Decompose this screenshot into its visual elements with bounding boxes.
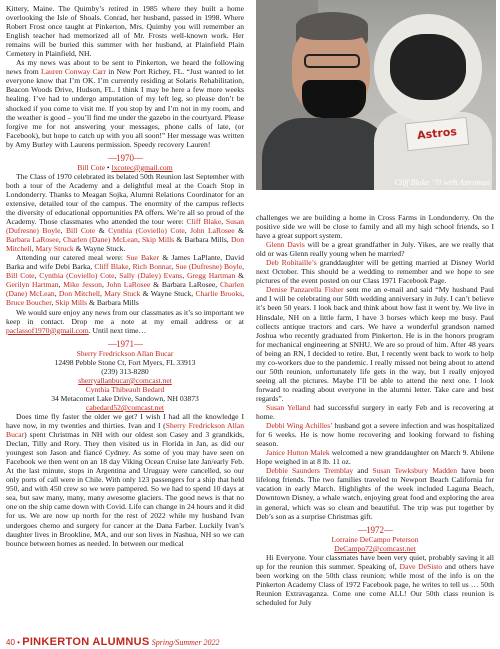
text-run: in New Port Richey, FL. “Just wanted to let everyone know that I’m OK. I’m currently residing at Solaris Rehabilitation, Beacon Woods Drive, Hudson, FL. I think I may be here a few more weeks healing. I’ve had to undergo amputation of my left leg, so please don’t be shocked if you come to visit me. If you stop by and I’m not in my room, and the weather is good – you’ll find me under the gazebo in the courtyard. Please forgive me for not answering your messages, phone calls of late, (or Facebook), but hope to catch up with you all soon!” Her message was written by Amy Burley with Laurens permission. Speedy recovery Lauren!: [6, 67, 245, 149]
publication-title: PINKERTON ALUMNUS: [22, 636, 150, 648]
classmate-name: Gregg Hartman: [186, 271, 236, 281]
issue-date: Spring/Summer 2022: [151, 638, 220, 647]
article-paragraph: [6, 308, 244, 335]
classmate-name: Cliff Blake: [186, 217, 222, 227]
text-run: ) spent Christmas in NH with our oldest son Casey and 3 grandkids, Declan, Tilly and Rory. They then visited us in Florida in Jan, as did our youngest son Jason and fiancé Cydney. As some of you may have seen on Facebook we then went on an 18 day Viking Ocean Cruise late Jan/early Feb. At the last minute, stops in Argentina and Uruguay were cancelled, so our only ports of call were in Chile. With only 123 passengers for a ship that held 950, and with 450 crew so we were pampered. So we had to spend 10 days at sea, but saw many, many, many awesome glaciers. The good news is that no one on the ship came down with Covid. Life can change in 24 hours and it did for us. We are now up north for the rest of 2022 while my husband Ivan undergoes chemo and surgery for cancer at the Dana Farber. Luckily Ivan’s daughter lives in Brookline, MA, and our son lives in Nashua, NH so we can bounce between homes as needed. In between our medical: [6, 430, 244, 548]
correspondent-address: 34 Metacomet Lake Drive, Sandown, NH 03873: [51, 393, 199, 403]
text-run: Kittery, Maine. The Quimby’s retired in 1985 where they built a home overlooking the Isle of Shoals. Conrad, her husband, passed in 1998. Where Robert Frost once taught at Pinkerton, Mrs. Quimby you will remember an English teacher had memorized all of Mr. Frosts well-known work. Her remains will be buried this summer with her husband, at Plainfield Plain Cemetery in Plainfield, NH.: [6, 4, 244, 59]
text-run: have been lifelong friends. The two families traveled to Newport Beach California for vacation in early March. Highlights of the week included Laguna Beach, Downtown Disney, a whale watch, enjoying great food and exploring the area in general, which was so clean and beautiful. The trip was put together by Deb’s son as a surprise Christmas gift.: [256, 466, 494, 521]
classmate-name: Lauren Conway Carr: [41, 67, 106, 77]
article-paragraph: [256, 213, 494, 240]
classmate-name: Glenn Davis: [266, 240, 305, 250]
classmate-name: Mike Jesson: [63, 280, 102, 290]
text-run: The Class of 1970 celebrated its belated 50th Reunion last September with both a tour of the Academy and a delightful meal at the Coach Stop in Londonderry. Thanks to Meagan Sojka, Alumni Relations Coordinator for an extensive, detailed tour of the campus. The enormity of the campus reflects the diversity of educational opportunities PA offers. We’re all so proud of the Academy. Those classmates who attended the tour were:: [6, 171, 244, 227]
classmate-name: Rich Bonnar: [132, 262, 172, 272]
text-run: ,: [114, 271, 120, 281]
classmate-name: Don Mitchell: [6, 235, 245, 254]
classmate-name: Sue (Dufresne) Boyle: [175, 262, 243, 272]
text-run: ,: [100, 289, 105, 299]
classmate-name: Bruce Boucher: [6, 298, 52, 308]
text-run: & Wayne Stuck,: [140, 289, 196, 299]
text-run: Hi Everyone. Your classmates have been very quiet, probably saving it all up for the reunion this summer. Speaking of,: [256, 552, 494, 571]
article-paragraph: [256, 421, 494, 448]
article-paragraph: [6, 58, 244, 148]
text-run: ,: [101, 280, 107, 290]
classmate-name: Charlie Brooks: [195, 289, 243, 299]
left-column: [6, 4, 244, 548]
classmate-name: Janice Hutton Malek: [266, 448, 330, 458]
classmate-name: Cynthia (Coviello) Cote: [108, 226, 185, 236]
page-number: 40: [6, 638, 15, 647]
text-run: husband got a severe infection and was hospitalized for 6 weeks. He is now home recovering and looking forward to fishing season.: [256, 421, 495, 449]
class-1971-correspondent-2: Cynthia Thibeault Bedard: [85, 384, 165, 394]
text-run: challenges we are building a home in Cross Farms in Londonderry. On the positive side we will be close to family and all my high school friends, so I have a great support system.: [256, 213, 494, 241]
text-run: We would sure enjoy any news from our classmates as it’s so important we keep in contact. Drop me a note at my email address or at: [6, 307, 244, 326]
class-1970-contact: [6, 163, 244, 172]
article-paragraph: [256, 553, 494, 607]
article-paragraph: [6, 412, 244, 548]
article-paragraph: [256, 403, 494, 421]
right-column: [256, 213, 494, 607]
text-run: and: [353, 466, 373, 476]
class-1971-correspondent-1: Sherry Fredrickson Allan Bucar: [76, 348, 174, 358]
classmate-name: Denise Panzarella Fisher: [266, 285, 344, 295]
correspondent-address: 12498 Pebble Stone Ct, Fort Myers, FL 33913: [54, 357, 196, 367]
text-run: ,: [137, 235, 142, 245]
class-1970-header: —1970—: [108, 152, 142, 163]
classmate-name: John LaRosee: [106, 280, 151, 290]
classmate-name: Susan (Dufresne) Boyle: [6, 217, 245, 236]
face-mask: [302, 80, 366, 118]
text-run: had successful surgery in early Feb and is recovering at home.: [256, 402, 494, 422]
text-run: ,: [242, 262, 245, 272]
email-link[interactable]: paclassof1970@gmail.com: [6, 325, 89, 335]
classmate-name: Skip Mills: [141, 235, 175, 245]
text-run: & Wayne Stuck.: [73, 244, 126, 254]
classmate-name: Mary Struck: [35, 244, 74, 254]
text-run: Does time fly faster the older we get? I wish I had all the knowledge I have now, in my twenties and thirties. Ivan and I (: [6, 411, 244, 431]
correspondent-phone: (239) 313-8280: [101, 366, 149, 376]
text-run: & James LaPlante, David Barka and wife Debi Barka,: [6, 253, 244, 272]
text-run: . Until next time…: [88, 325, 147, 335]
classmate-name: Dave DeSisto: [399, 561, 443, 571]
text-run: •: [104, 162, 112, 172]
text-run: ,: [58, 280, 64, 290]
man-shirt: [262, 118, 390, 190]
article-paragraph: [256, 285, 494, 403]
correspondent-email-link[interactable]: DeCampo72@comcast.net: [334, 543, 416, 553]
classmate-name: Bill Cote: [77, 162, 105, 172]
text-run: & Barbara LaRosee,: [150, 280, 220, 290]
astroman-photo: [256, 0, 496, 190]
classmate-name: Sally (Daley) Evans: [119, 271, 183, 281]
classmate-name: Cliff Blake: [94, 262, 129, 272]
article-paragraph: [6, 253, 244, 307]
text-run: welcomed a new granddaughter on March 9. Abilene Hope weighed in at 8 lb. 11 oz.: [256, 448, 495, 467]
classmate-name: Charlen (Dane) McLean: [6, 280, 245, 299]
text-run: Attending our catered meal were:: [16, 253, 127, 263]
classmate-name: Sherry Fredrickson Allan Bucar: [6, 421, 244, 440]
classmate-name: Sue Baker: [126, 253, 160, 263]
text-run: ,: [31, 244, 36, 254]
classmate-name: Bill Cote: [6, 271, 35, 281]
helmet-visor: [390, 34, 466, 100]
classmate-name: John LaRosee: [190, 226, 235, 236]
correspondent-email-link[interactable]: cabedard52@comcast.net: [85, 402, 165, 412]
text-run: ,: [184, 226, 191, 236]
email-link[interactable]: lxcotec@gmail.com: [111, 162, 173, 172]
classmate-name: Debbie Saunders Tremblay: [266, 466, 354, 476]
glasses: [304, 54, 360, 68]
article-paragraph: [256, 466, 494, 520]
astros-patch: Astros: [405, 117, 470, 151]
text-run: &: [234, 226, 244, 236]
article-paragraph: [6, 4, 244, 58]
classmate-name: Don Mitchell: [58, 289, 101, 299]
text-run: ,: [171, 262, 176, 272]
classmate-name: Susan Yelland: [266, 402, 311, 412]
class-1971-header: —1971—: [108, 338, 142, 349]
article-paragraph: [256, 448, 494, 466]
class-1972-correspondent: Lorraine DeCampo Peterson: [331, 534, 419, 544]
classmate-name: Cynthia (Coviello) Cote: [39, 271, 115, 281]
text-run: &: [95, 226, 109, 236]
text-run: and others have been working on the 50th class reunion; while most of the info is on the Pinkerton Academy Class of 1972 Facebook page, he writes to tell us … 50th Reunion Extravaganza. Come one come ALL! Our 50th class reunion is scheduled for July: [256, 561, 494, 607]
text-run: ,: [54, 289, 59, 299]
article-paragraph: [6, 172, 244, 253]
text-run: granddaughter will be getting married at Disney World next October. This should be a wedding to remember and we hope to see pictures of the event posted on our Class 1971 Facebook Page.: [256, 258, 494, 286]
text-run: ,: [182, 271, 187, 281]
text-run: ,: [60, 226, 66, 236]
classmate-name: Bill Cote: [65, 226, 96, 236]
text-run: will be a great grandfather in July. Yikes, are we really that old or was Glenn really young when he married?: [256, 240, 494, 259]
text-run: & Barbara Mills,: [174, 235, 231, 245]
classmate-name: Susan Tewksbury Madden: [372, 466, 458, 476]
classmate-name: Charlen (Dane) McLean: [62, 235, 138, 245]
text-run: As my news was about to be sent to Pinkerton, we heard the following news from: [6, 58, 244, 77]
correspondent-email-link[interactable]: sherryallanbucar@comcast.net: [78, 375, 172, 385]
classmate-name: Deb Robitaille’s: [266, 258, 317, 268]
class-1972-header: —1972—: [358, 524, 392, 535]
text-run: ,: [51, 298, 56, 308]
page-footer: 40 • PINKERTON ALUMNUS Spring/Summer 2022: [6, 636, 220, 648]
text-run: &: [235, 271, 245, 281]
text-run: & Barbara Mills: [87, 298, 139, 308]
text-run: ,: [128, 262, 133, 272]
classmate-name: Debbi Wing Achilles’: [266, 421, 333, 431]
text-run: ,: [58, 235, 63, 245]
classmate-name: Mary Stuck: [104, 289, 141, 299]
text-run: sent me an e-mail and said “My husband Paul and I will be celebrating our 50th wedding anniversary in July. I can’t believe it’s been 50 years. I look back and think about how fast it went by. We live in Hinsdale, NH on a little farm, I have 3 horses which keep me busy. Paul collects antique tractors and cars. We have a wonderful grandson named Joshua who recently graduated from Pinkerton. He is in the honors program for mechanical engineering at SNHU. We are so proud of him. After 48 years of being an RN, I decided to retire. But, I recently went back to work to help my co-workers due to the pandemic. I really missed not being about to attend our 50th reunion, unfortunately life gets in the way, but I really enjoyed seeing all the pictures. Maybe I’ll be able to attend the next one. I look forward to reading about everyone in the alumni letter. Take care and best regards”.: [256, 285, 494, 403]
classmate-name: Skip Mills: [55, 298, 88, 308]
text-run: ,: [34, 271, 40, 281]
text-run: ,: [221, 217, 226, 227]
classmate-name: Barbara LaRosee: [6, 235, 59, 245]
photo-block: [256, 0, 496, 190]
classmate-name: Gerilyn Hartman: [6, 280, 59, 290]
article-paragraph: [256, 258, 494, 285]
article-paragraph: [256, 240, 494, 258]
text-run: ,: [242, 289, 244, 299]
photo-caption: Cliff Blake ’70 with Astroman: [394, 178, 490, 187]
